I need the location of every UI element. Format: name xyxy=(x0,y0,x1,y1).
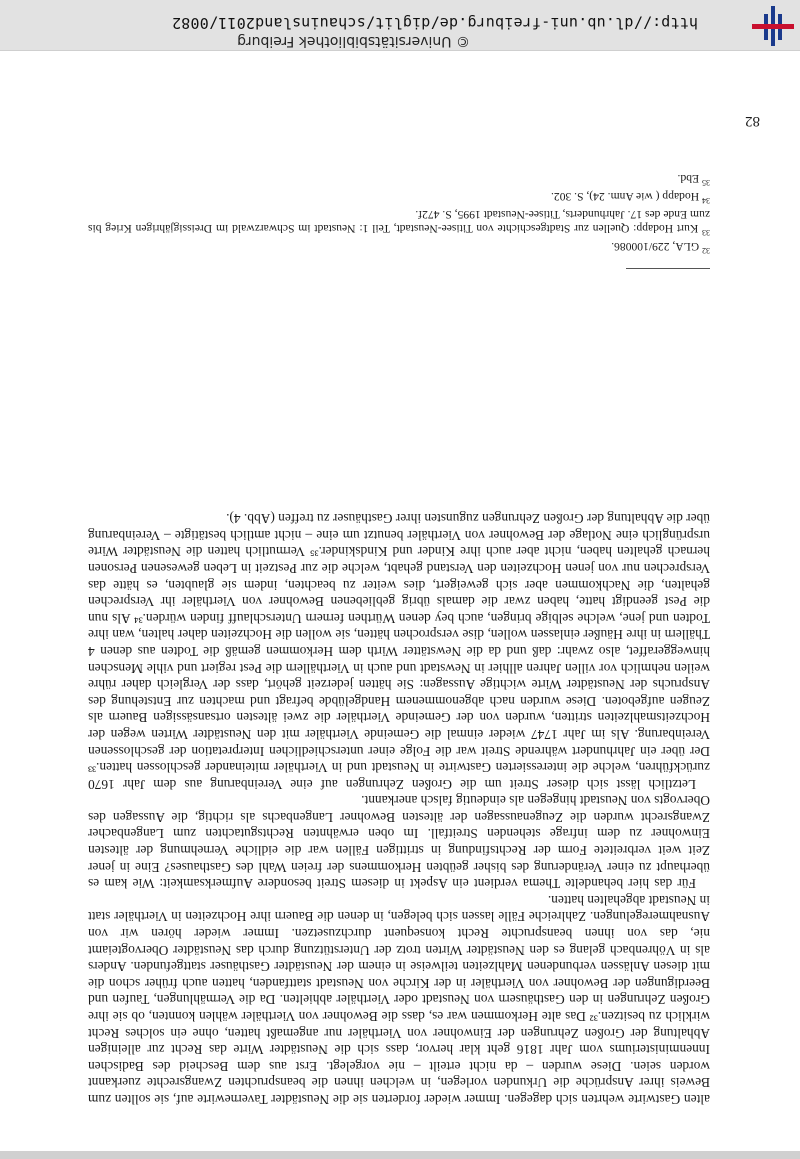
footnote-35: $^{35}$ Ebd. xyxy=(677,171,710,187)
paragraph-3: Letztlich lässt sich dieser Streit um die Großen Zehrungen auf eine Vereinbarung aus dem Jahr 1670 zurückführen, welche die interessierten Gastwirte in Neustadt und in Vierthäler miteinander geschlossen hatten.³³ Der über ein Jahrhundert währende Streit war die Folge einer unterschiedlichen Interpretation der geschlossenen Vereinbarung. Als im Jahr 1747 wieder einmal die Gemeinde Vierthäler mit den Neustädter Wirten wegen der Hochzeitsmahlzeiten stritten, wurden von der Gemeinde Vierthäler die zwei ältesten ortsansässigen Bauern als Zeugen aufgeboten. Diese wurden nach abgenommenem Handgelübde befragt und machten zur Entstehung des Anspruchs der Neustädter Wirte wichtige Aussagen: Sie hätten jederzeit gehört, dass der Vergleich daher rühre weilen nehmlich vor villen Jahren allhier in Newstadt und auch in Vierthällern die Pest regiert und vihle Menschen hinweggeraffet, also zwahr: daß und da die Newstätter Wirth dem Herkommen gemäß die Todten aus denen 4 Thällern in ihre Häußer einlassen wollen, dise versprochen hätten, sie wollen die Hochzeiten daher halten, wan ihre Todten und jene, welche selbige bringen, auch bey denen Würthen fernern Unterschlauff finden würden.³⁴ Als nun die Pest geendigt hatte, haben zwar die damals übrig gebliebenen Bewohner von Vierthäler ihr Versprechen gehalten, die Nachkommen aber sich geweigert, dies weiter zu beachten, indem sie glaubten, es hätte das Versprechen nur von jenen Hochzeiten den Verstand gehabt, welche die zur Pestzeit in Leben gewesenen Personen hernach gehalten haben, nicht aber auch ihre Kinder und Kindskinder.³⁵ Vermutlich hatten die Neustädter Wirte ursprünglich eine Notlage der Bewohner von Vierthäler benutzt um eine – nicht amtlich bestätigte – Vereinbarung über die Abhaltung der Großen Zehrungen zugunsten ihrer Gasthäuser zu treffen (Abb. 4). xyxy=(88,511,710,792)
body-text xyxy=(88,510,710,1107)
viewer-bottom-strip xyxy=(0,1151,800,1159)
university-library-logo xyxy=(752,6,794,46)
footnotes xyxy=(88,171,710,257)
footnote-33: $^{33}$ Kurt Hodapp: Quellen zur Stadtgeschichte von Titisee-Neustadt, Teil 1: Neustadt im Schwarzwald im Dreissigjährigen Krieg bis zum Ende des 17. Jahrhunderts, Titisee-Neustadt 1995, S. 472f. xyxy=(88,208,710,237)
copyright-text: © Universitätsbibliothek Freiburg xyxy=(237,33,470,49)
paragraph-2: Für das hier behandelte Thema verdient ein Aspekt in diesem Streit besondere Aufmerksamkeit: Wie kam es überhaupt zu einer Veränderung des bisher geübten Herkommens der freien Wahl des Gasthauses? Eine in jener Zeit weit verbreitete Form der Rechtsfindung in strittigen Fällen war die eidliche Vernehmung der ältesten Einwohner zu dem infrage stehenden Streitfall. Im oben erwähnten Rechtsgutachten zum Langenbacher Zwangsrecht wurden die Zeugenaussagen der ältesten Bewohner Langenbachs als richtig, die Aussagen des Obervogts von Neustadt hingegen als eindeutig falsch anerkannt. xyxy=(88,793,710,892)
footer-bar xyxy=(0,0,800,51)
footnote-32: $^{32}$ GLA, 229/100086. xyxy=(611,240,710,255)
page-number: 82 xyxy=(745,113,760,129)
paragraph-1: alten Gastwirte wehrten sich dagegen. Immer wieder forderten sie die Neustädter Tavernewirte auf, sie sollten zum Beweis ihrer Ansprüche die Urkunden vorlegen, in welchen ihnen die beanspruchten Zwangsrechte zuerkannt worden seien. Diese wurden – da nicht erteilt – nie vorgelegt. Erst aus dem Bescheid des Badischen Innenministeriums vom Jahr 1816 geht klar hervor, dass sich die Neustädter Wirte das Recht zur alleinigen Abhaltung der Großen Zehrungen der Einwohner von Vierthäler nur angemaßt hatten, ohne ein solches Recht wirklich zu besitzen.³² Das alte Herkommen war es, dass die Bewohner von Vierthäler wählen konnten, ob sie ihre Großen Zehrungen in den Gasthäusern von Neustadt oder Vierthäler abhielten. Da die Vermählungen, Taufen und Beerdigungen der Bewohner von Vierthäler in der Kirche von Neustadt stattfanden, hatten auch früher schon die mit diesen Anlässen verbundenen Mahlzeiten teilweise in einem der Neustädter Gasthäuser stattgefunden. Anders als in Vöhrenbach gelang es den Neustädter Wirten trotz der Unterstützung durch das Neustädter Obervogteiamt nie, das von ihnen beanspruchte Recht konsequent durchzusetzen. Immer wieder hören wir von Ausnahmeregelungen. Zahlreiche Fälle lassen sich belegen, in denen die Bauern ihre Hochzeiten in Vierthäler statt in Neustadt abgehalten hatten. xyxy=(88,892,710,1107)
footnote-34: $^{34}$ Hodapp ( wie Anm. 24), S. 302. xyxy=(550,190,710,206)
permalink-url[interactable]: http://dl.ub.uni-freiburg.de/diglit/schauinsland2011/0082 xyxy=(171,14,698,32)
footnote-divider xyxy=(626,268,710,269)
